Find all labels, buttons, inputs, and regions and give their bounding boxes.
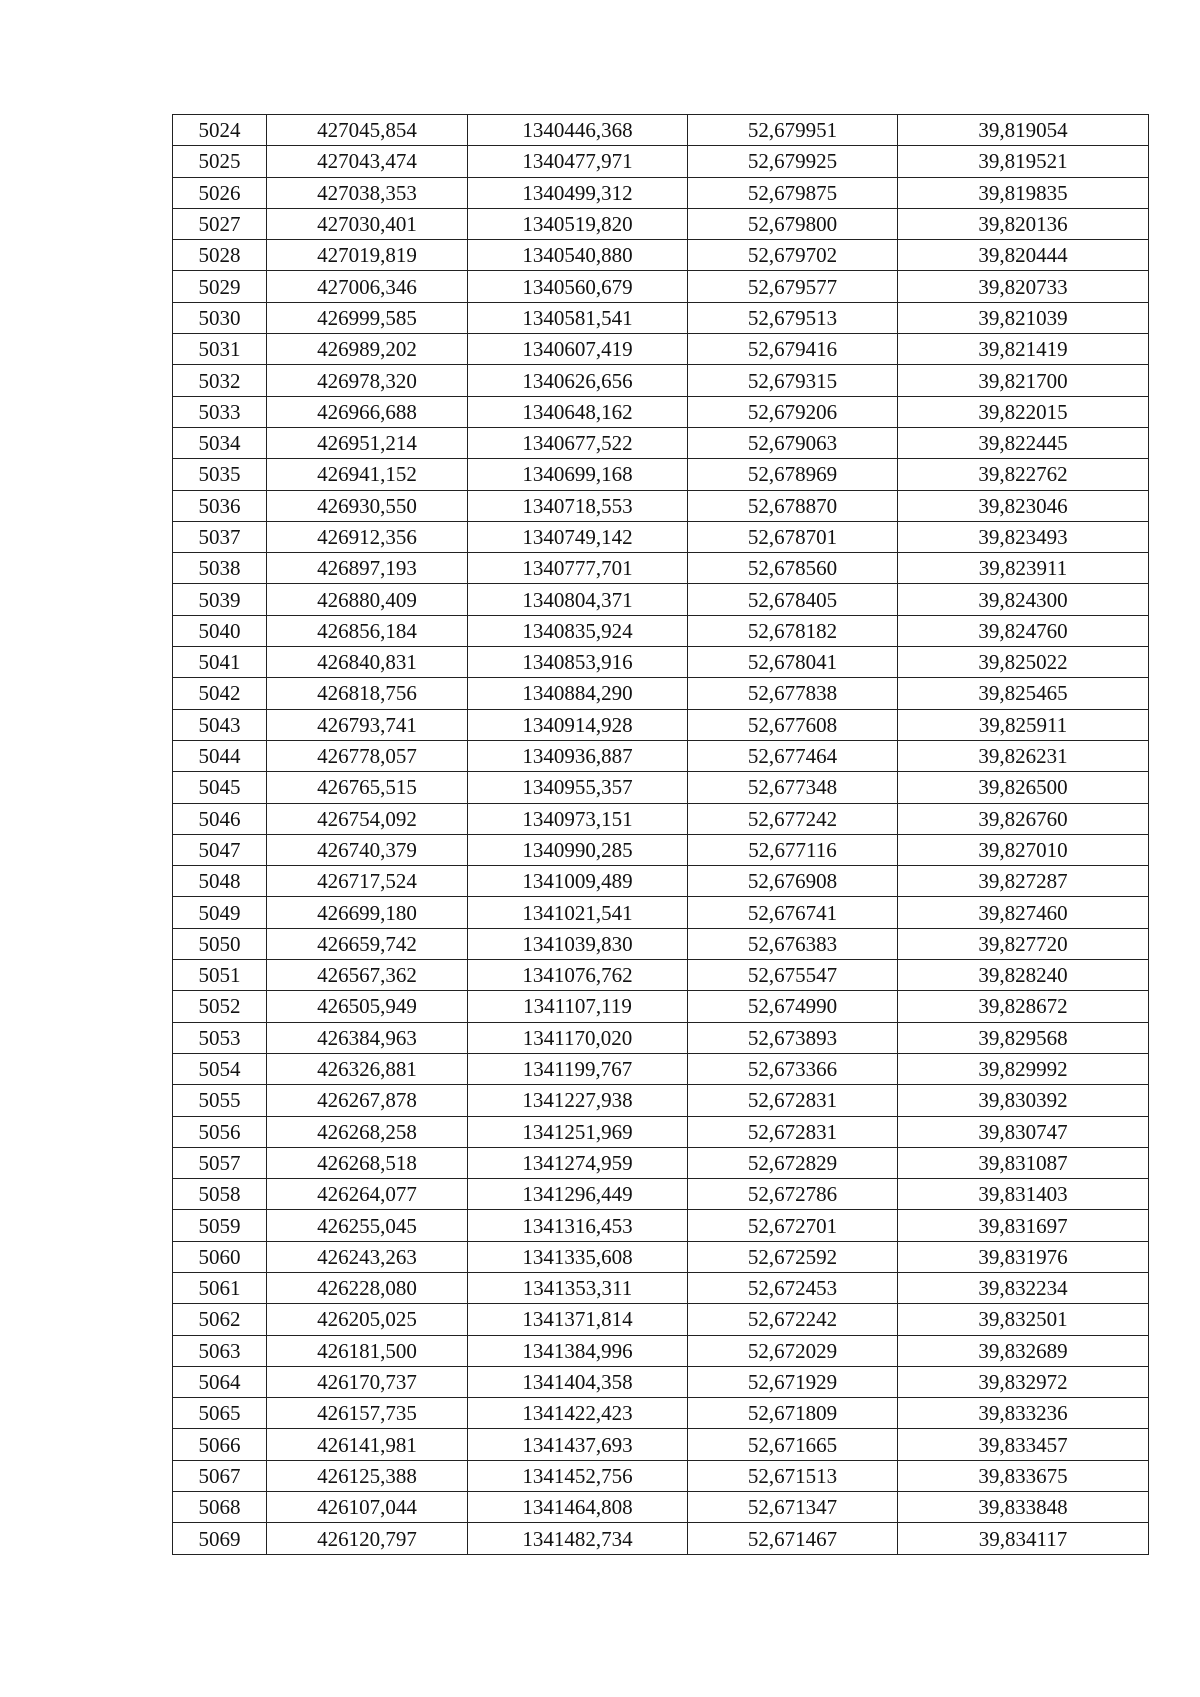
x-coordinate-cell: 426951,214 [267, 427, 468, 458]
point-number-cell: 5067 [173, 1460, 267, 1491]
point-number-cell: 5069 [173, 1523, 267, 1554]
table-row [173, 803, 1149, 834]
x-coordinate-cell: 426255,045 [267, 1210, 468, 1241]
table-row [173, 678, 1149, 709]
y-coordinate-cell: 1341371,814 [468, 1304, 688, 1335]
table-row [173, 991, 1149, 1022]
table-row [173, 1492, 1149, 1523]
point-number-cell: 5066 [173, 1429, 267, 1460]
latitude-cell: 52,679416 [688, 334, 898, 365]
longitude-cell: 39,833848 [898, 1492, 1149, 1523]
latitude-cell: 52,678041 [688, 647, 898, 678]
point-number-cell: 5025 [173, 146, 267, 177]
point-number-cell: 5060 [173, 1241, 267, 1272]
longitude-cell: 39,829568 [898, 1022, 1149, 1053]
longitude-cell: 39,822762 [898, 459, 1149, 490]
point-number-cell: 5063 [173, 1335, 267, 1366]
latitude-cell: 52,672453 [688, 1272, 898, 1303]
table-row [173, 1179, 1149, 1210]
point-number-cell: 5055 [173, 1085, 267, 1116]
latitude-cell: 52,679951 [688, 115, 898, 146]
point-number-cell: 5046 [173, 803, 267, 834]
y-coordinate-cell: 1341353,311 [468, 1272, 688, 1303]
latitude-cell: 52,672786 [688, 1179, 898, 1210]
latitude-cell: 52,672831 [688, 1116, 898, 1147]
longitude-cell: 39,827720 [898, 928, 1149, 959]
latitude-cell: 52,677242 [688, 803, 898, 834]
longitude-cell: 39,830747 [898, 1116, 1149, 1147]
longitude-cell: 39,824300 [898, 584, 1149, 615]
point-number-cell: 5062 [173, 1304, 267, 1335]
x-coordinate-cell: 426717,524 [267, 866, 468, 897]
longitude-cell: 39,822015 [898, 396, 1149, 427]
x-coordinate-cell: 427006,346 [267, 271, 468, 302]
table-row [173, 1210, 1149, 1241]
point-number-cell: 5054 [173, 1053, 267, 1084]
y-coordinate-cell: 1341251,969 [468, 1116, 688, 1147]
longitude-cell: 39,823911 [898, 553, 1149, 584]
table-row [173, 1304, 1149, 1335]
point-number-cell: 5034 [173, 427, 267, 458]
y-coordinate-cell: 1341009,489 [468, 866, 688, 897]
x-coordinate-cell: 426930,550 [267, 490, 468, 521]
table-row [173, 490, 1149, 521]
longitude-cell: 39,833457 [898, 1429, 1149, 1460]
longitude-cell: 39,831697 [898, 1210, 1149, 1241]
longitude-cell: 39,823046 [898, 490, 1149, 521]
latitude-cell: 52,671347 [688, 1492, 898, 1523]
latitude-cell: 52,671513 [688, 1460, 898, 1491]
x-coordinate-cell: 426793,741 [267, 709, 468, 740]
point-number-cell: 5068 [173, 1492, 267, 1523]
point-number-cell: 5051 [173, 960, 267, 991]
x-coordinate-cell: 426228,080 [267, 1272, 468, 1303]
longitude-cell: 39,831087 [898, 1147, 1149, 1178]
point-number-cell: 5037 [173, 521, 267, 552]
latitude-cell: 52,676383 [688, 928, 898, 959]
table-row [173, 459, 1149, 490]
y-coordinate-cell: 1340477,971 [468, 146, 688, 177]
y-coordinate-cell: 1340607,419 [468, 334, 688, 365]
x-coordinate-cell: 426243,263 [267, 1241, 468, 1272]
table-row [173, 1335, 1149, 1366]
table-row [173, 960, 1149, 991]
latitude-cell: 52,676741 [688, 897, 898, 928]
longitude-cell: 39,827460 [898, 897, 1149, 928]
y-coordinate-cell: 1340804,371 [468, 584, 688, 615]
longitude-cell: 39,832234 [898, 1272, 1149, 1303]
x-coordinate-cell: 426125,388 [267, 1460, 468, 1491]
point-number-cell: 5043 [173, 709, 267, 740]
x-coordinate-cell: 426141,981 [267, 1429, 468, 1460]
x-coordinate-cell: 426107,044 [267, 1492, 468, 1523]
coordinates-table-body [173, 115, 1149, 1555]
y-coordinate-cell: 1341316,453 [468, 1210, 688, 1241]
x-coordinate-cell: 426989,202 [267, 334, 468, 365]
latitude-cell: 52,678560 [688, 553, 898, 584]
latitude-cell: 52,679875 [688, 177, 898, 208]
x-coordinate-cell: 426268,258 [267, 1116, 468, 1147]
latitude-cell: 52,672242 [688, 1304, 898, 1335]
y-coordinate-cell: 1341199,767 [468, 1053, 688, 1084]
latitude-cell: 52,679315 [688, 365, 898, 396]
point-number-cell: 5032 [173, 365, 267, 396]
x-coordinate-cell: 426659,742 [267, 928, 468, 959]
y-coordinate-cell: 1340540,880 [468, 240, 688, 271]
coordinates-table [172, 114, 1149, 1555]
table-row [173, 208, 1149, 239]
y-coordinate-cell: 1340581,541 [468, 302, 688, 333]
x-coordinate-cell: 426120,797 [267, 1523, 468, 1554]
y-coordinate-cell: 1341482,734 [468, 1523, 688, 1554]
y-coordinate-cell: 1340560,679 [468, 271, 688, 302]
table-row [173, 146, 1149, 177]
longitude-cell: 39,825911 [898, 709, 1149, 740]
table-row [173, 521, 1149, 552]
y-coordinate-cell: 1340499,312 [468, 177, 688, 208]
y-coordinate-cell: 1340990,285 [468, 834, 688, 865]
y-coordinate-cell: 1341274,959 [468, 1147, 688, 1178]
table-row [173, 1523, 1149, 1554]
y-coordinate-cell: 1340955,357 [468, 772, 688, 803]
x-coordinate-cell: 427038,353 [267, 177, 468, 208]
table-row [173, 334, 1149, 365]
longitude-cell: 39,819835 [898, 177, 1149, 208]
x-coordinate-cell: 426778,057 [267, 740, 468, 771]
x-coordinate-cell: 426740,379 [267, 834, 468, 865]
point-number-cell: 5031 [173, 334, 267, 365]
y-coordinate-cell: 1341452,756 [468, 1460, 688, 1491]
y-coordinate-cell: 1340853,916 [468, 647, 688, 678]
y-coordinate-cell: 1340835,924 [468, 615, 688, 646]
longitude-cell: 39,820136 [898, 208, 1149, 239]
table-row [173, 584, 1149, 615]
longitude-cell: 39,821039 [898, 302, 1149, 333]
latitude-cell: 52,679206 [688, 396, 898, 427]
y-coordinate-cell: 1340648,162 [468, 396, 688, 427]
x-coordinate-cell: 427045,854 [267, 115, 468, 146]
table-row [173, 1398, 1149, 1429]
y-coordinate-cell: 1341422,423 [468, 1398, 688, 1429]
point-number-cell: 5050 [173, 928, 267, 959]
table-row [173, 240, 1149, 271]
y-coordinate-cell: 1340777,701 [468, 553, 688, 584]
point-number-cell: 5044 [173, 740, 267, 771]
latitude-cell: 52,676908 [688, 866, 898, 897]
x-coordinate-cell: 426818,756 [267, 678, 468, 709]
y-coordinate-cell: 1340519,820 [468, 208, 688, 239]
y-coordinate-cell: 1341039,830 [468, 928, 688, 959]
latitude-cell: 52,675547 [688, 960, 898, 991]
longitude-cell: 39,831976 [898, 1241, 1149, 1272]
latitude-cell: 52,671665 [688, 1429, 898, 1460]
table-row [173, 1022, 1149, 1053]
y-coordinate-cell: 1341076,762 [468, 960, 688, 991]
x-coordinate-cell: 426856,184 [267, 615, 468, 646]
point-number-cell: 5026 [173, 177, 267, 208]
x-coordinate-cell: 426264,077 [267, 1179, 468, 1210]
longitude-cell: 39,819054 [898, 115, 1149, 146]
table-row [173, 177, 1149, 208]
longitude-cell: 39,821419 [898, 334, 1149, 365]
table-row [173, 1116, 1149, 1147]
point-number-cell: 5059 [173, 1210, 267, 1241]
longitude-cell: 39,832972 [898, 1366, 1149, 1397]
point-number-cell: 5035 [173, 459, 267, 490]
y-coordinate-cell: 1341335,608 [468, 1241, 688, 1272]
table-row [173, 897, 1149, 928]
y-coordinate-cell: 1340626,656 [468, 365, 688, 396]
point-number-cell: 5045 [173, 772, 267, 803]
table-row [173, 834, 1149, 865]
x-coordinate-cell: 426978,320 [267, 365, 468, 396]
x-coordinate-cell: 426999,585 [267, 302, 468, 333]
y-coordinate-cell: 1341107,119 [468, 991, 688, 1022]
latitude-cell: 52,677348 [688, 772, 898, 803]
point-number-cell: 5049 [173, 897, 267, 928]
y-coordinate-cell: 1341437,693 [468, 1429, 688, 1460]
longitude-cell: 39,826231 [898, 740, 1149, 771]
x-coordinate-cell: 426880,409 [267, 584, 468, 615]
table-row [173, 1460, 1149, 1491]
longitude-cell: 39,831403 [898, 1179, 1149, 1210]
longitude-cell: 39,833236 [898, 1398, 1149, 1429]
x-coordinate-cell: 427019,819 [267, 240, 468, 271]
longitude-cell: 39,820444 [898, 240, 1149, 271]
latitude-cell: 52,679925 [688, 146, 898, 177]
longitude-cell: 39,820733 [898, 271, 1149, 302]
table-row [173, 1085, 1149, 1116]
table-row [173, 866, 1149, 897]
point-number-cell: 5030 [173, 302, 267, 333]
point-number-cell: 5040 [173, 615, 267, 646]
y-coordinate-cell: 1340936,887 [468, 740, 688, 771]
point-number-cell: 5056 [173, 1116, 267, 1147]
table-row [173, 1366, 1149, 1397]
y-coordinate-cell: 1341384,996 [468, 1335, 688, 1366]
longitude-cell: 39,834117 [898, 1523, 1149, 1554]
latitude-cell: 52,679513 [688, 302, 898, 333]
latitude-cell: 52,677608 [688, 709, 898, 740]
longitude-cell: 39,830392 [898, 1085, 1149, 1116]
table-row [173, 115, 1149, 146]
latitude-cell: 52,672829 [688, 1147, 898, 1178]
table-row [173, 271, 1149, 302]
longitude-cell: 39,823493 [898, 521, 1149, 552]
x-coordinate-cell: 426268,518 [267, 1147, 468, 1178]
x-coordinate-cell: 426157,735 [267, 1398, 468, 1429]
longitude-cell: 39,822445 [898, 427, 1149, 458]
table-row [173, 928, 1149, 959]
x-coordinate-cell: 426181,500 [267, 1335, 468, 1366]
longitude-cell: 39,826500 [898, 772, 1149, 803]
y-coordinate-cell: 1341021,541 [468, 897, 688, 928]
x-coordinate-cell: 426897,193 [267, 553, 468, 584]
point-number-cell: 5064 [173, 1366, 267, 1397]
y-coordinate-cell: 1340884,290 [468, 678, 688, 709]
point-number-cell: 5065 [173, 1398, 267, 1429]
latitude-cell: 52,678969 [688, 459, 898, 490]
longitude-cell: 39,832501 [898, 1304, 1149, 1335]
y-coordinate-cell: 1341296,449 [468, 1179, 688, 1210]
x-coordinate-cell: 426205,025 [267, 1304, 468, 1335]
table-row [173, 553, 1149, 584]
point-number-cell: 5061 [173, 1272, 267, 1303]
latitude-cell: 52,673893 [688, 1022, 898, 1053]
x-coordinate-cell: 426765,515 [267, 772, 468, 803]
table-row [173, 1053, 1149, 1084]
y-coordinate-cell: 1341170,020 [468, 1022, 688, 1053]
point-number-cell: 5042 [173, 678, 267, 709]
latitude-cell: 52,671809 [688, 1398, 898, 1429]
longitude-cell: 39,828672 [898, 991, 1149, 1022]
point-number-cell: 5052 [173, 991, 267, 1022]
table-row [173, 647, 1149, 678]
longitude-cell: 39,827010 [898, 834, 1149, 865]
table-row [173, 427, 1149, 458]
table-row [173, 615, 1149, 646]
latitude-cell: 52,678870 [688, 490, 898, 521]
latitude-cell: 52,678701 [688, 521, 898, 552]
table-row [173, 772, 1149, 803]
table-row [173, 709, 1149, 740]
point-number-cell: 5047 [173, 834, 267, 865]
table-row [173, 365, 1149, 396]
latitude-cell: 52,677116 [688, 834, 898, 865]
latitude-cell: 52,677464 [688, 740, 898, 771]
x-coordinate-cell: 426505,949 [267, 991, 468, 1022]
x-coordinate-cell: 426699,180 [267, 897, 468, 928]
longitude-cell: 39,833675 [898, 1460, 1149, 1491]
latitude-cell: 52,672592 [688, 1241, 898, 1272]
y-coordinate-cell: 1340914,928 [468, 709, 688, 740]
point-number-cell: 5029 [173, 271, 267, 302]
latitude-cell: 52,671467 [688, 1523, 898, 1554]
y-coordinate-cell: 1341464,808 [468, 1492, 688, 1523]
longitude-cell: 39,829992 [898, 1053, 1149, 1084]
latitude-cell: 52,679800 [688, 208, 898, 239]
point-number-cell: 5036 [173, 490, 267, 521]
latitude-cell: 52,678405 [688, 584, 898, 615]
x-coordinate-cell: 426567,362 [267, 960, 468, 991]
point-number-cell: 5039 [173, 584, 267, 615]
latitude-cell: 52,677838 [688, 678, 898, 709]
latitude-cell: 52,672701 [688, 1210, 898, 1241]
point-number-cell: 5041 [173, 647, 267, 678]
longitude-cell: 39,824760 [898, 615, 1149, 646]
y-coordinate-cell: 1340749,142 [468, 521, 688, 552]
x-coordinate-cell: 426326,881 [267, 1053, 468, 1084]
longitude-cell: 39,825465 [898, 678, 1149, 709]
latitude-cell: 52,671929 [688, 1366, 898, 1397]
latitude-cell: 52,672831 [688, 1085, 898, 1116]
point-number-cell: 5053 [173, 1022, 267, 1053]
table-row [173, 302, 1149, 333]
latitude-cell: 52,679063 [688, 427, 898, 458]
y-coordinate-cell: 1341404,358 [468, 1366, 688, 1397]
y-coordinate-cell: 1340699,168 [468, 459, 688, 490]
longitude-cell: 39,821700 [898, 365, 1149, 396]
x-coordinate-cell: 426840,831 [267, 647, 468, 678]
longitude-cell: 39,825022 [898, 647, 1149, 678]
longitude-cell: 39,819521 [898, 146, 1149, 177]
point-number-cell: 5048 [173, 866, 267, 897]
latitude-cell: 52,672029 [688, 1335, 898, 1366]
table-row [173, 396, 1149, 427]
x-coordinate-cell: 426966,688 [267, 396, 468, 427]
latitude-cell: 52,674990 [688, 991, 898, 1022]
point-number-cell: 5027 [173, 208, 267, 239]
table-row [173, 1429, 1149, 1460]
x-coordinate-cell: 426267,878 [267, 1085, 468, 1116]
x-coordinate-cell: 427030,401 [267, 208, 468, 239]
x-coordinate-cell: 426912,356 [267, 521, 468, 552]
longitude-cell: 39,826760 [898, 803, 1149, 834]
point-number-cell: 5058 [173, 1179, 267, 1210]
point-number-cell: 5024 [173, 115, 267, 146]
table-row [173, 740, 1149, 771]
latitude-cell: 52,679702 [688, 240, 898, 271]
latitude-cell: 52,678182 [688, 615, 898, 646]
table-row [173, 1241, 1149, 1272]
point-number-cell: 5038 [173, 553, 267, 584]
y-coordinate-cell: 1340677,522 [468, 427, 688, 458]
y-coordinate-cell: 1340446,368 [468, 115, 688, 146]
point-number-cell: 5028 [173, 240, 267, 271]
latitude-cell: 52,679577 [688, 271, 898, 302]
table-row [173, 1147, 1149, 1178]
x-coordinate-cell: 426941,152 [267, 459, 468, 490]
point-number-cell: 5033 [173, 396, 267, 427]
y-coordinate-cell: 1340718,553 [468, 490, 688, 521]
x-coordinate-cell: 426754,092 [267, 803, 468, 834]
x-coordinate-cell: 426384,963 [267, 1022, 468, 1053]
longitude-cell: 39,827287 [898, 866, 1149, 897]
table-row [173, 1272, 1149, 1303]
point-number-cell: 5057 [173, 1147, 267, 1178]
latitude-cell: 52,673366 [688, 1053, 898, 1084]
x-coordinate-cell: 426170,737 [267, 1366, 468, 1397]
longitude-cell: 39,832689 [898, 1335, 1149, 1366]
y-coordinate-cell: 1340973,151 [468, 803, 688, 834]
x-coordinate-cell: 427043,474 [267, 146, 468, 177]
longitude-cell: 39,828240 [898, 960, 1149, 991]
y-coordinate-cell: 1341227,938 [468, 1085, 688, 1116]
